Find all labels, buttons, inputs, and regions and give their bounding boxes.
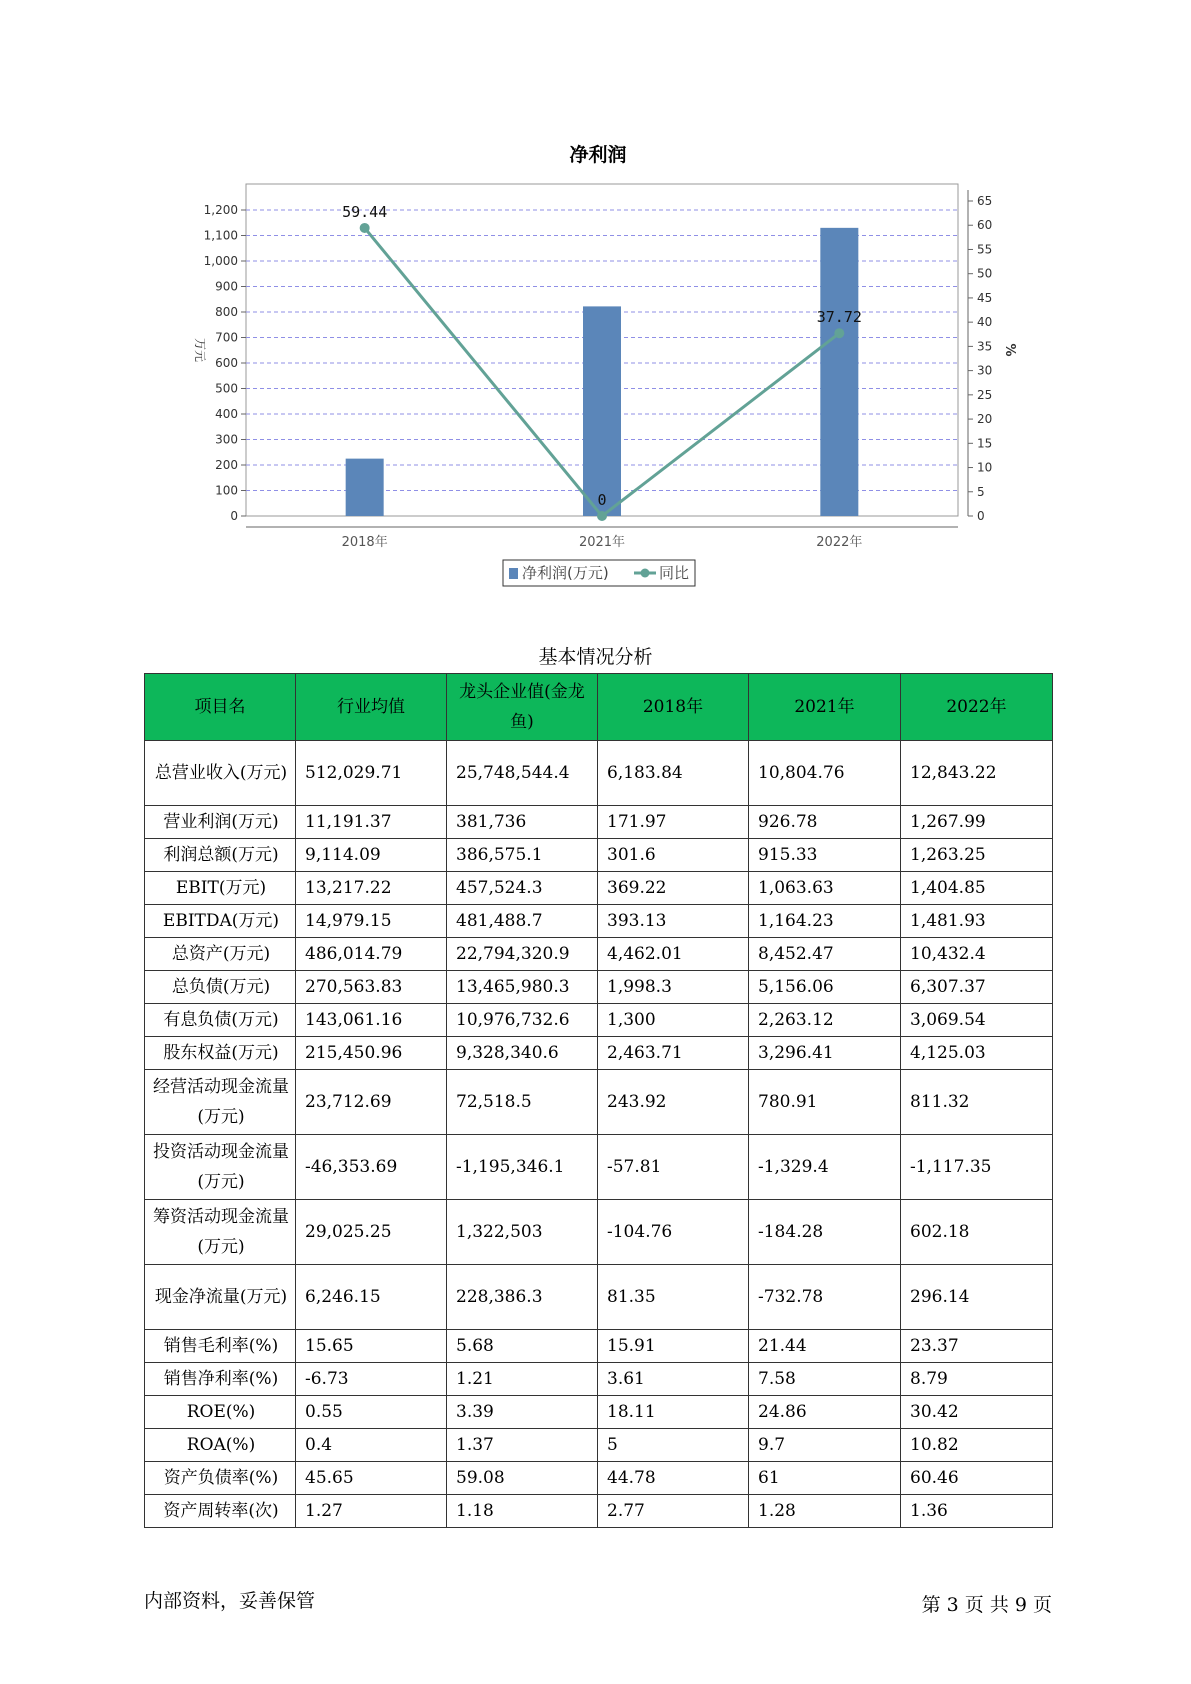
- table-cell: 7.58: [749, 1363, 901, 1396]
- bar: [820, 228, 858, 516]
- y-tick-label: 900: [215, 279, 238, 294]
- y-tick-label: 300: [215, 432, 238, 447]
- table-cell: 59.08: [447, 1462, 598, 1495]
- table-cell: 270,563.83: [296, 971, 447, 1004]
- y2-tick-label: 35: [977, 339, 993, 354]
- y2-tick-label: 55: [977, 242, 993, 257]
- row-label: 资产负债率(%): [145, 1462, 296, 1495]
- table-cell: 811.32: [901, 1070, 1053, 1135]
- table-row: [145, 806, 1053, 839]
- y-tick-label: 600: [215, 356, 238, 370]
- table-cell: 171.97: [598, 806, 749, 839]
- table-cell: 25,748,544.4: [447, 741, 598, 806]
- y-tick-label: 400: [215, 407, 238, 421]
- table-cell: 8.79: [901, 1363, 1053, 1396]
- table-cell: 30.42: [901, 1396, 1053, 1429]
- table-cell: 1,481.93: [901, 905, 1053, 938]
- table-cell: 23,712.69: [296, 1070, 447, 1135]
- net-profit-chart: [0, 0, 1191, 600]
- table-cell: -1,329.4: [749, 1135, 901, 1200]
- y2-tick-label: 15: [977, 436, 993, 451]
- row-label: 总负债(万元): [145, 971, 296, 1004]
- y2-tick-label: 20: [977, 412, 993, 427]
- table-cell: 143,061.16: [296, 1004, 447, 1037]
- table-cell: 0.55: [296, 1396, 447, 1429]
- table-row: [145, 1037, 1053, 1070]
- table-row: [145, 1396, 1053, 1429]
- table-cell: -732.78: [749, 1265, 901, 1330]
- table-cell: 10,804.76: [749, 741, 901, 806]
- header-industry-avg: 行业均值: [296, 674, 447, 741]
- row-label: 经营活动现金流量(万元): [145, 1070, 296, 1135]
- table-cell: 486,014.79: [296, 938, 447, 971]
- table-cell: 4,462.01: [598, 938, 749, 971]
- table-cell: 2,263.12: [749, 1004, 901, 1037]
- y-tick-label: 200: [215, 458, 238, 472]
- table-row: [145, 1135, 1053, 1200]
- x-tick-label: 2018年: [341, 535, 388, 550]
- table-cell: 512,029.71: [296, 741, 447, 806]
- table-cell: 243.92: [598, 1070, 749, 1135]
- table-cell: 1,267.99: [901, 806, 1053, 839]
- table-row: [145, 1004, 1053, 1037]
- table-cell: 1,300: [598, 1004, 749, 1037]
- y-tick-label: 0: [230, 509, 238, 523]
- table-cell: 926.78: [749, 806, 901, 839]
- table-cell: 13,465,980.3: [447, 971, 598, 1004]
- table-header-row: [145, 674, 1053, 741]
- header-2022: 2022年: [901, 674, 1053, 741]
- y-tick-label: 500: [215, 381, 238, 396]
- table-cell: 72,518.5: [447, 1070, 598, 1135]
- table-row: [145, 971, 1053, 1004]
- y-tick-label: 700: [215, 330, 238, 345]
- table-cell: 9,328,340.6: [447, 1037, 598, 1070]
- row-label: 利润总额(万元): [145, 839, 296, 872]
- table-cell: 780.91: [749, 1070, 901, 1135]
- footer-confidential-note: 内部资料，妥善保管: [144, 1590, 316, 1612]
- legend-bar-swatch: [509, 568, 518, 579]
- table-cell: 10.82: [901, 1429, 1053, 1462]
- table-row: [145, 938, 1053, 971]
- table-row: [145, 1330, 1053, 1363]
- y2-tick-label: 0: [977, 509, 985, 523]
- table-cell: 5.68: [447, 1330, 598, 1363]
- chart-title: 净利润: [569, 144, 627, 166]
- yoy-data-label: 37.72: [816, 308, 862, 327]
- table-cell: 8,452.47: [749, 938, 901, 971]
- table-cell: 1,322,503: [447, 1200, 598, 1265]
- table-cell: 44.78: [598, 1462, 749, 1495]
- table-cell: -104.76: [598, 1200, 749, 1265]
- table-row: [145, 1495, 1053, 1528]
- table-cell: 1,063.63: [749, 872, 901, 905]
- row-label: 总资产(万元): [145, 938, 296, 971]
- yoy-data-label: 0: [597, 491, 607, 509]
- table-cell: 1.18: [447, 1495, 598, 1528]
- table-cell: 296.14: [901, 1265, 1053, 1330]
- y-tick-label: 100: [215, 483, 238, 498]
- bar: [583, 306, 621, 516]
- table-cell: 9,114.09: [296, 839, 447, 872]
- row-label: 现金净流量(万元): [145, 1265, 296, 1330]
- table-cell: -184.28: [749, 1200, 901, 1265]
- table-cell: 393.13: [598, 905, 749, 938]
- table-cell: 0.4: [296, 1429, 447, 1462]
- table-cell: 369.22: [598, 872, 749, 905]
- table-cell: 45.65: [296, 1462, 447, 1495]
- table-row: [145, 741, 1053, 806]
- y-tick-label: 1,000: [203, 254, 238, 268]
- table-row: [145, 1070, 1053, 1135]
- table-cell: 1.28: [749, 1495, 901, 1528]
- table-cell: 1.36: [901, 1495, 1053, 1528]
- y2-tick-label: 60: [977, 218, 993, 233]
- header-item-name: 项目名: [145, 674, 296, 741]
- table-cell: 1,164.23: [749, 905, 901, 938]
- y-tick-label: 1,100: [203, 228, 238, 243]
- table-cell: 3.61: [598, 1363, 749, 1396]
- yoy-point: [597, 511, 607, 521]
- x-tick-label: 2022年: [816, 535, 863, 550]
- table-cell: 60.46: [901, 1462, 1053, 1495]
- table-cell: -6.73: [296, 1363, 447, 1396]
- footer-page-number: 第 3 页 共 9 页: [921, 1594, 1052, 1616]
- table-cell: 381,736: [447, 806, 598, 839]
- table-cell: 457,524.3: [447, 872, 598, 905]
- table-row: [145, 1462, 1053, 1495]
- header-2018: 2018年: [598, 674, 749, 741]
- row-label: EBITDA(万元): [145, 905, 296, 938]
- y2-tick-label: 65: [977, 194, 993, 208]
- yoy-point: [360, 223, 370, 233]
- table-cell: 2,463.71: [598, 1037, 749, 1070]
- basic-analysis-table: [144, 673, 1053, 1528]
- y-axis-title: 万元: [193, 337, 207, 363]
- y-tick-label: 800: [215, 305, 238, 319]
- y2-tick-label: 45: [977, 290, 993, 305]
- legend-line-label: 同比: [659, 564, 690, 582]
- table-cell: 4,125.03: [901, 1037, 1053, 1070]
- table-cell: 22,794,320.9: [447, 938, 598, 971]
- table-cell: 29,025.25: [296, 1200, 447, 1265]
- table-cell: 5,156.06: [749, 971, 901, 1004]
- table-cell: 602.18: [901, 1200, 1053, 1265]
- y2-tick-label: 50: [977, 266, 993, 281]
- table-cell: 1.27: [296, 1495, 447, 1528]
- table-cell: -46,353.69: [296, 1135, 447, 1200]
- table-cell: 6,183.84: [598, 741, 749, 806]
- row-label: 筹资活动现金流量(万元): [145, 1200, 296, 1265]
- table-cell: 1,263.25: [901, 839, 1053, 872]
- table-cell: 61: [749, 1462, 901, 1495]
- legend-line-marker: [641, 569, 650, 578]
- bar: [346, 459, 384, 516]
- table-cell: 215,450.96: [296, 1037, 447, 1070]
- table-cell: 386,575.1: [447, 839, 598, 872]
- table-cell: 9.7: [749, 1429, 901, 1462]
- table-row: [145, 872, 1053, 905]
- table-cell: 81.35: [598, 1265, 749, 1330]
- row-label: 营业利润(万元): [145, 806, 296, 839]
- y-tick-label: 1,200: [203, 203, 238, 217]
- legend-bar-label: 净利润(万元): [522, 564, 609, 582]
- table-row: [145, 905, 1053, 938]
- row-label: 有息负债(万元): [145, 1004, 296, 1037]
- table-cell: 18.11: [598, 1396, 749, 1429]
- table-row: [145, 1363, 1053, 1396]
- y2-axis-title: %: [1002, 343, 1017, 357]
- row-label: 总营业收入(万元): [145, 741, 296, 806]
- table-cell: 2.77: [598, 1495, 749, 1528]
- row-label: 销售毛利率(%): [145, 1330, 296, 1363]
- table-cell: 6,307.37: [901, 971, 1053, 1004]
- table-cell: 1,404.85: [901, 872, 1053, 905]
- y2-tick-label: 10: [977, 460, 993, 475]
- table-row: [145, 1200, 1053, 1265]
- table-cell: 301.6: [598, 839, 749, 872]
- header-leader-value: 龙头企业值(金龙鱼): [447, 674, 598, 741]
- table-cell: -1,117.35: [901, 1135, 1053, 1200]
- table-cell: 1,998.3: [598, 971, 749, 1004]
- table-cell: 228,386.3: [447, 1265, 598, 1330]
- table-cell: 21.44: [749, 1330, 901, 1363]
- row-label: 销售净利率(%): [145, 1363, 296, 1396]
- table-row: [145, 839, 1053, 872]
- table-cell: 5: [598, 1429, 749, 1462]
- table-cell: 3,069.54: [901, 1004, 1053, 1037]
- y2-tick-label: 25: [977, 387, 993, 402]
- table-cell: 3,296.41: [749, 1037, 901, 1070]
- table-cell: 481,488.7: [447, 905, 598, 938]
- table-cell: 1.21: [447, 1363, 598, 1396]
- row-label: 资产周转率(次): [145, 1495, 296, 1528]
- table-cell: 15.65: [296, 1330, 447, 1363]
- table-cell: 14,979.15: [296, 905, 447, 938]
- table-cell: -57.81: [598, 1135, 749, 1200]
- row-label: 投资活动现金流量(万元): [145, 1135, 296, 1200]
- row-label: ROA(%): [145, 1429, 296, 1462]
- table-cell: 10,432.4: [901, 938, 1053, 971]
- table-cell: 3.39: [447, 1396, 598, 1429]
- y2-tick-label: 40: [977, 315, 993, 330]
- table-cell: 15.91: [598, 1330, 749, 1363]
- table-cell: 23.37: [901, 1330, 1053, 1363]
- table-cell: 24.86: [749, 1396, 901, 1429]
- yoy-data-label: 59.44: [342, 202, 388, 221]
- x-tick-label: 2021年: [578, 535, 626, 550]
- row-label: EBIT(万元): [145, 872, 296, 905]
- table-caption: 基本情况分析: [538, 646, 653, 668]
- table-cell: 1.37: [447, 1429, 598, 1462]
- table-cell: 10,976,732.6: [447, 1004, 598, 1037]
- y2-tick-label: 5: [977, 484, 985, 499]
- table-row: [145, 1429, 1053, 1462]
- y2-tick-label: 30: [977, 363, 993, 378]
- table-cell: 6,246.15: [296, 1265, 447, 1330]
- table-cell: -1,195,346.1: [447, 1135, 598, 1200]
- row-label: 股东权益(万元): [145, 1037, 296, 1070]
- header-2021: 2021年: [749, 674, 901, 741]
- table-cell: 915.33: [749, 839, 901, 872]
- table-cell: 12,843.22: [901, 741, 1053, 806]
- yoy-point: [834, 328, 844, 338]
- table-cell: 13,217.22: [296, 872, 447, 905]
- table-row: [145, 1265, 1053, 1330]
- table-cell: 11,191.37: [296, 806, 447, 839]
- row-label: ROE(%): [145, 1396, 296, 1429]
